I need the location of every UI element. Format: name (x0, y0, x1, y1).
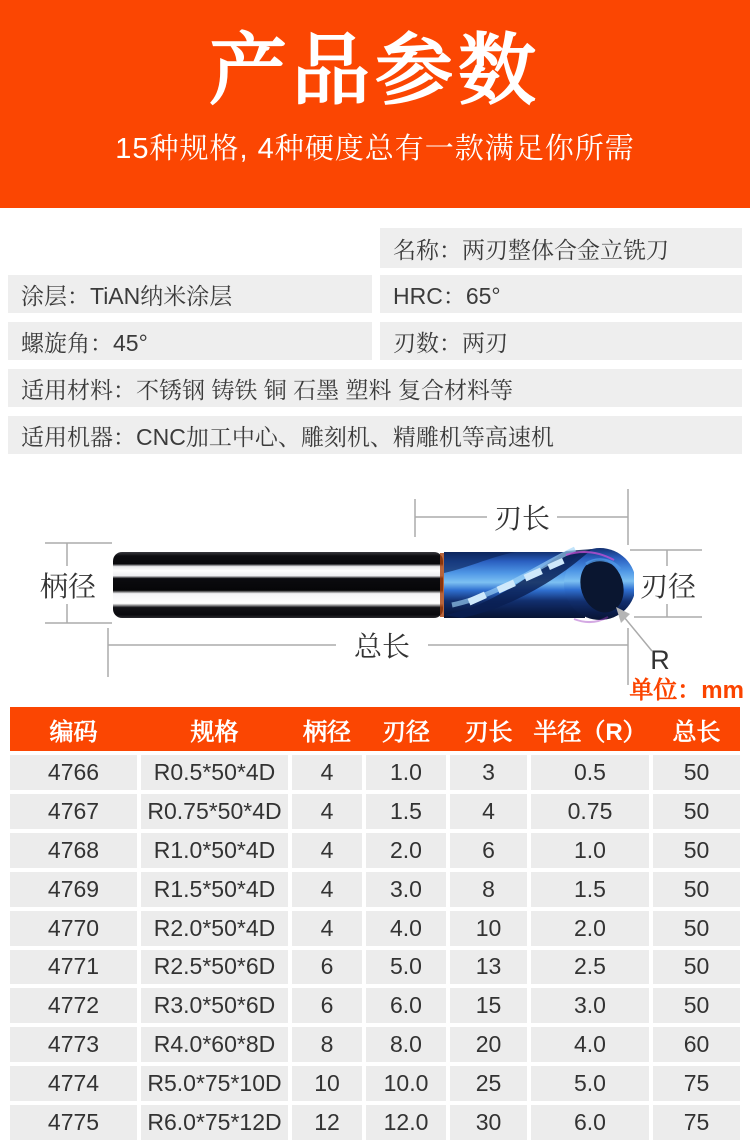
table-cell: 0.75 (531, 794, 649, 829)
table-header-cell: 刃长 (464, 718, 513, 746)
table-cell: 4768 (10, 833, 137, 868)
table-cell: 4 (292, 755, 362, 790)
spec-table (10, 707, 740, 1140)
table-cell: R3.0*50*6D (141, 988, 288, 1023)
table-cell: 50 (653, 794, 740, 829)
spec-list (0, 208, 750, 454)
table-row (10, 872, 740, 907)
shank-diameter-label: 柄径 (38, 567, 98, 603)
table-cell: 4767 (10, 794, 137, 829)
shank-body (113, 552, 443, 618)
table-cell: 4770 (10, 911, 137, 946)
table-cell: 4772 (10, 988, 137, 1023)
table-cell: 4771 (10, 950, 137, 985)
table-row (10, 1066, 740, 1101)
table-cell: 15 (450, 988, 527, 1023)
table-cell: 1.0 (366, 755, 446, 790)
table-header-cell: 刃径 (382, 718, 430, 746)
table-cell: 6 (292, 950, 362, 985)
table-cell: 12.0 (366, 1105, 446, 1140)
table-cell: 1.5 (366, 794, 446, 829)
spec-name: 名称：两刃整体合金立铣刀 (380, 228, 742, 268)
table-cell: 0.5 (531, 755, 649, 790)
table-cell: R6.0*75*12D (141, 1105, 288, 1140)
table-cell: 6 (450, 833, 527, 868)
table-cell: 8.0 (366, 1027, 446, 1062)
table-cell: R0.5*50*4D (141, 755, 288, 790)
table-cell: R5.0*75*10D (141, 1066, 288, 1101)
hero-banner (0, 0, 750, 208)
table-cell: 4 (292, 911, 362, 946)
spec-row-helix-flutes (8, 322, 742, 360)
table-cell: 4 (450, 794, 527, 829)
table-cell: 8 (292, 1027, 362, 1062)
end-mill-dimension-diagram (0, 463, 750, 707)
table-header-cell: 编码 (49, 718, 98, 746)
radius-label: R (650, 644, 670, 675)
table-cell: 12 (292, 1105, 362, 1140)
spec-row-coating-hrc (8, 275, 742, 313)
table-cell: 4769 (10, 872, 137, 907)
table-row (10, 1027, 740, 1062)
table-cell: R1.0*50*4D (141, 833, 288, 868)
table-cell: 50 (653, 755, 740, 790)
table-cell: 3.0 (366, 872, 446, 907)
table-cell: 3 (450, 755, 527, 790)
spec-hrc: HRC：65° (380, 275, 742, 313)
table-cell: 75 (653, 1066, 740, 1101)
table-row (10, 1105, 740, 1140)
table-cell: 10.0 (366, 1066, 446, 1101)
table-cell: 1.5 (531, 872, 649, 907)
table-row (10, 755, 740, 790)
overall-length-label: 总长 (342, 626, 422, 664)
unit-note: 单位：mm (629, 677, 744, 704)
spec-table-body (10, 755, 740, 1140)
flute-length-label: 刃长 (489, 499, 555, 535)
table-cell: 4774 (10, 1066, 137, 1101)
table-cell: 5.0 (366, 950, 446, 985)
table-header-cell: 柄径 (303, 718, 351, 746)
table-cell: R2.0*50*4D (141, 911, 288, 946)
table-cell: 4773 (10, 1027, 137, 1062)
table-cell: 50 (653, 911, 740, 946)
table-cell: 25 (450, 1066, 527, 1101)
table-cell: 20 (450, 1027, 527, 1062)
table-cell: 2.5 (531, 950, 649, 985)
table-cell: 4766 (10, 755, 137, 790)
table-cell: 2.0 (366, 833, 446, 868)
table-cell: 50 (653, 872, 740, 907)
table-cell: 4775 (10, 1105, 137, 1140)
table-cell: R1.5*50*4D (141, 872, 288, 907)
table-cell: R0.75*50*4D (141, 794, 288, 829)
cutting-diameter-label: 刃径 (634, 567, 702, 603)
table-row (10, 794, 740, 829)
table-cell: 1.0 (531, 833, 649, 868)
spec-flute-count: 刃数：两刃 (380, 322, 742, 360)
table-header-cell: 半径（R） (533, 718, 647, 746)
table-cell: 60 (653, 1027, 740, 1062)
table-row (10, 950, 740, 985)
spec-row-name (8, 228, 742, 266)
shank-flute-transition (440, 553, 444, 617)
table-cell: 13 (450, 950, 527, 985)
page-subtitle: 15种规格, 4种硬度总有一款满足你所需 (115, 132, 635, 165)
table-cell: 75 (653, 1105, 740, 1140)
spec-machines: 适用机器：CNC加工中心、雕刻机、精雕机等高速机 (8, 416, 742, 454)
table-cell: 10 (450, 911, 527, 946)
table-row (10, 988, 740, 1023)
spec-row-materials (8, 369, 742, 407)
page-title: 产品参数 (208, 26, 541, 114)
table-cell: R4.0*60*8D (141, 1027, 288, 1062)
spec-materials: 适用材料：不锈钢 铸铁 铜 石墨 塑料 复合材料等 (8, 369, 742, 407)
spec-spacer (8, 228, 372, 266)
table-cell: 6.0 (366, 988, 446, 1023)
spec-helix-angle: 螺旋角：45° (8, 322, 372, 360)
table-cell: R2.5*50*6D (141, 950, 288, 985)
table-cell: 4.0 (366, 911, 446, 946)
table-cell: 50 (653, 950, 740, 985)
table-cell: 4 (292, 872, 362, 907)
spec-row-machines (8, 416, 742, 454)
table-row (10, 911, 740, 946)
table-cell: 10 (292, 1066, 362, 1101)
table-cell: 3.0 (531, 988, 649, 1023)
table-row (10, 833, 740, 868)
table-cell: 50 (653, 988, 740, 1023)
table-cell: 6 (292, 988, 362, 1023)
table-cell: 5.0 (531, 1066, 649, 1101)
table-header-row (10, 707, 740, 751)
table-cell: 2.0 (531, 911, 649, 946)
table-header-cell: 规格 (190, 718, 239, 746)
table-cell: 4 (292, 833, 362, 868)
table-cell: 8 (450, 872, 527, 907)
table-cell: 4.0 (531, 1027, 649, 1062)
table-cell: 30 (450, 1105, 527, 1140)
table-cell: 4 (292, 794, 362, 829)
table-header-cell: 总长 (672, 718, 721, 746)
spec-coating: 涂层：TiAN纳米涂层 (8, 275, 372, 313)
table-cell: 6.0 (531, 1105, 649, 1140)
table-cell: 50 (653, 833, 740, 868)
